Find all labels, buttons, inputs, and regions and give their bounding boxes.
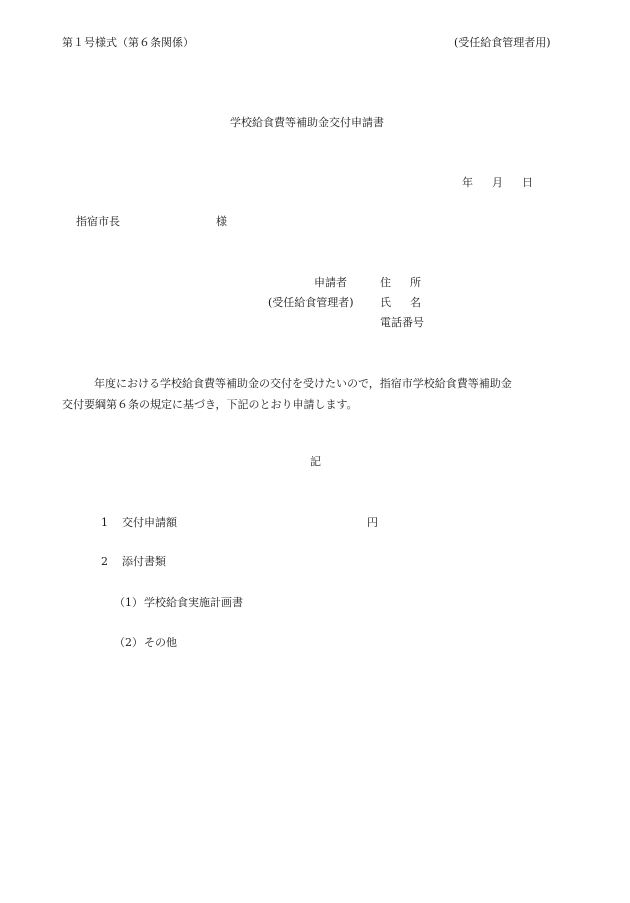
ki-heading: 記 [310,455,321,468]
date-year-label: 年 [462,176,473,189]
item1-number: 1 [101,516,108,529]
address-label-char1: 住 [380,276,391,289]
date-day-label: 日 [522,176,533,189]
addressee-honorific: 様 [216,215,227,228]
date-month-label: 月 [492,176,503,189]
body-line-2: 交付要綱第６条の規定に基づき，下記のとおり申請します。 [62,398,358,411]
address-label-char2: 所 [410,276,421,289]
sub-item2-number: （2） [114,636,143,649]
applicant-label: 申請者 [314,276,347,289]
document-title: 学校給食費等補助金交付申請書 [230,116,384,129]
item2-label: 添付書類 [122,555,166,568]
body-line-1: 年度における学校給食費等補助金の交付を受けたいので，指宿市学校給食費等補助金 [94,377,512,390]
name-label-char1: 氏 [380,296,391,309]
form-number-label: 第１号様式（第６条関係） [62,36,194,49]
applicant-role: (受任給食管理者) [268,296,354,309]
sub-item1-label: 学校給食実施計画書 [144,596,243,609]
applicant-phone-label: 電話番号 [380,316,424,329]
applicant-address-label [380,276,421,290]
date-line [462,176,533,190]
sub-item2-label: その他 [144,636,177,649]
usage-label: (受任給食管理者用) [454,36,551,49]
applicant-name-label [380,296,421,310]
addressee-name: 指宿市長 [76,215,120,228]
sub-item1-number: （1） [114,596,143,609]
item1-unit: 円 [367,516,378,529]
body-paragraph [62,373,582,415]
item2-number: 2 [101,555,108,568]
name-label-char2: 名 [410,296,421,309]
item1-label: 交付申請額 [122,516,177,529]
